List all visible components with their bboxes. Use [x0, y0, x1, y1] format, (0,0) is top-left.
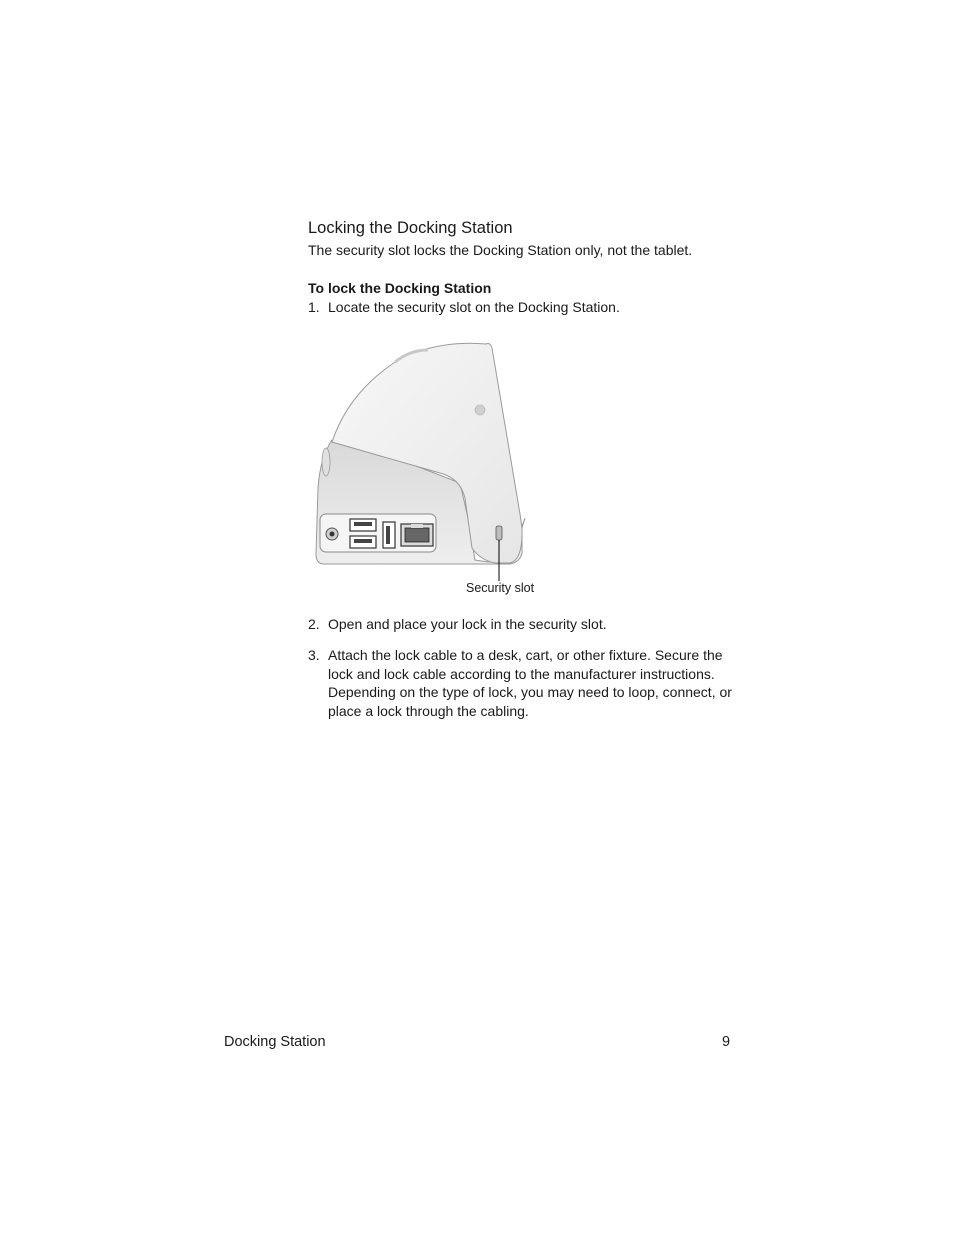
intro-paragraph: The security slot locks the Docking Station only, not the tablet. — [308, 242, 693, 258]
step-number: 2. — [308, 616, 320, 632]
step-text: Locate the security slot on the Docking Station. — [328, 299, 620, 315]
step-1 — [308, 298, 738, 317]
docking-station-illustration — [310, 338, 540, 600]
security-slot-callout: Security slot — [466, 581, 535, 595]
page-number: 9 — [722, 1034, 731, 1050]
step-text: Open and place your lock in the security slot. — [328, 616, 607, 632]
procedure-title: To lock the Docking Station — [308, 280, 492, 296]
footer-title: Docking Station — [224, 1034, 326, 1050]
step-number: 3. — [308, 647, 320, 663]
step-2 — [308, 615, 738, 634]
section-title: Locking the Docking Station — [308, 219, 513, 237]
step-3 — [308, 646, 738, 721]
step-text: Attach the lock cable to a desk, cart, or other fixture. Secure the lock and lock cable according to the manufacturer instructions. Depending on the type of lock, you may need to loop, connect, or place a lock through the cabling. — [328, 647, 732, 720]
step-number: 1. — [308, 299, 320, 315]
